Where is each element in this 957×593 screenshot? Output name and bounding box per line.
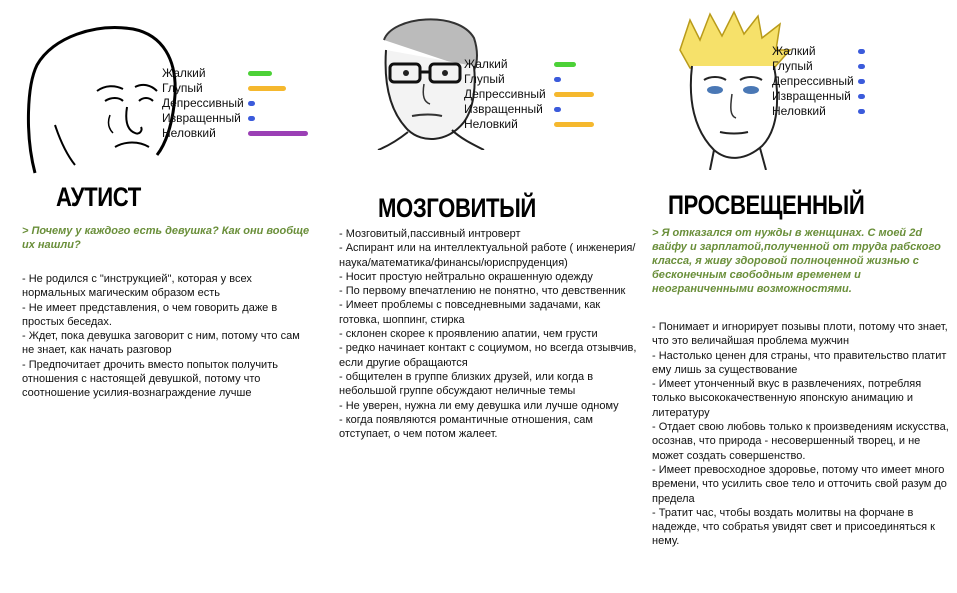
stat-row: [464, 57, 634, 72]
stats-panel-autist: [162, 66, 322, 141]
trait-item: - когда появляются романтичные отношения, сам отступает, о чем потом жалеет.: [339, 413, 593, 441]
stat-label: Извращенный: [464, 102, 543, 116]
stat-label: Жалкий: [464, 57, 508, 71]
stat-dot: [554, 77, 561, 82]
stat-label: Глупый: [162, 81, 203, 95]
column-brainy: [320, 0, 640, 593]
stat-dot: [858, 49, 865, 54]
trait-item: - общителен в группе близких друзей, или когда в небольшой группе обсуждают неличные темы: [339, 370, 594, 398]
stat-label: Неловкий: [162, 126, 216, 140]
stat-bar: [248, 131, 308, 136]
stat-row: [772, 59, 957, 74]
trait-item: - склонен скорее к проявлению апатии, чем грусти: [339, 328, 598, 341]
traits-list: [339, 227, 639, 441]
stat-label: Неловкий: [464, 117, 518, 131]
stat-bar: [248, 71, 272, 76]
stat-label: Неловкий: [772, 104, 826, 118]
stat-row: [772, 89, 957, 104]
trait-item: - Носит простую нейтрально окрашенную одежду: [339, 270, 593, 283]
trait-item: - Имеет превосходное здоровье, потому что имеет много времени, что усилить свое тело и отточить свой разум до предела: [652, 463, 947, 505]
trait-item: - Аспирант или на интеллектуальной работе ( инженерия/наука/математика/финансы/юриспруденция): [339, 242, 636, 269]
stat-label: Депрессивный: [162, 96, 244, 110]
column-quote: > Я отказался от нужды в женщинах. С моей 2d вайфу и зарплатой,полученной от труда рабского класса, я живу здоровой полноценной жизнью с бесконечным свободным временем и неограниченными возможностями.: [652, 227, 941, 295]
stat-dot: [858, 79, 865, 84]
stat-label: Жалкий: [162, 66, 206, 80]
stat-bar: [554, 92, 594, 97]
stat-row: [162, 96, 322, 111]
stat-row: [464, 102, 634, 117]
stat-label: Глупый: [772, 59, 813, 73]
trait-item: - Отдает свою любовь только к произведениям искусства, осознав, что природа - несовершенный творец, и не может создать совершенство.: [652, 421, 949, 462]
wojak-face-drawing: [15, 15, 180, 195]
stat-bar: [248, 86, 286, 91]
stat-label: Глупый: [464, 72, 505, 86]
stat-row: [772, 104, 957, 119]
stat-label: Извращенный: [162, 111, 241, 125]
column-quote: > Почему у каждого есть девушка? Как они вообще их нашли?: [22, 225, 310, 251]
column-title: ПРОСВЕЩЕННЫЙ: [668, 190, 865, 220]
stat-row: [162, 126, 322, 141]
stat-row: [162, 81, 322, 96]
column-autist: [0, 0, 320, 593]
trait-item: - Мозговитый,пассивный интроверт: [339, 228, 521, 240]
trait-item: - Ждет, пока девушка заговорит с ним, потому что сам не знает, как начать разговор: [22, 330, 300, 357]
trait-item: - Предпочитает дрочить вместо попыток получить отношения с настоящей девушкой, потому что соотношение усилия-вознаграждение лучше: [22, 358, 278, 400]
trait-item: - Тратит час, чтобы воздать молитвы на форчане в надежде, что собратья увидят свет и присоединяться к нему.: [652, 506, 935, 548]
trait-item: - Не родился с "инструкцией", которая у всех нормальных магическим образом есть: [22, 273, 252, 300]
trait-item: - По первому впечатлению не понятно, что девственник: [339, 285, 626, 298]
stat-dot: [858, 64, 865, 69]
column-enlightened: [640, 0, 957, 593]
trait-item: - Понимает и игнорирует позывы плоти, потому что знает, что это величайшая проблема мужчин: [652, 321, 948, 348]
stat-row: [772, 44, 957, 59]
stat-label: Извращенный: [772, 89, 851, 103]
trait-item: - Имеет утонченный вкус в развлечениях, потребляя только высококачественную японскую анимацию и литературу: [652, 378, 922, 419]
stat-dot: [248, 116, 255, 121]
stat-label: Жалкий: [772, 44, 816, 58]
stat-row: [464, 72, 634, 87]
stat-dot: [554, 107, 561, 112]
stat-row: [162, 111, 322, 126]
traits-list: [652, 320, 952, 549]
trait-item: - редко начинает контакт с социумом, но всегда отзывчив, если другие обращаются: [339, 342, 637, 369]
stat-row: [162, 66, 322, 81]
stat-bar: [554, 62, 576, 67]
stat-dot: [858, 109, 865, 114]
column-title: АУТИСТ: [56, 182, 141, 212]
trait-item: - Не имеет представления, о чем говорить даже в простых беседах.: [22, 301, 278, 328]
stat-row: [464, 87, 634, 102]
stat-dot: [858, 94, 865, 99]
trait-item: - Настолько ценен для страны, что правительство платит ему лишь за существование: [652, 349, 947, 376]
stat-row: [772, 74, 957, 89]
stat-label: Депрессивный: [464, 87, 546, 101]
stats-panel-brainy: [464, 57, 634, 132]
traits-list: [22, 272, 312, 401]
stats-panel-enlightened: [772, 44, 957, 119]
trait-item: - Не уверен, нужна ли ему девушка или лучше одному: [339, 399, 619, 412]
stat-label: Депрессивный: [772, 74, 854, 88]
stat-dot: [248, 101, 255, 106]
column-title: МОЗГОВИТЫЙ: [378, 193, 536, 223]
stat-bar: [554, 122, 594, 127]
stat-row: [464, 117, 634, 132]
trait-item: - Имеет проблемы с повседневными задачами, как готовка, шоппинг, стирка: [339, 299, 601, 326]
